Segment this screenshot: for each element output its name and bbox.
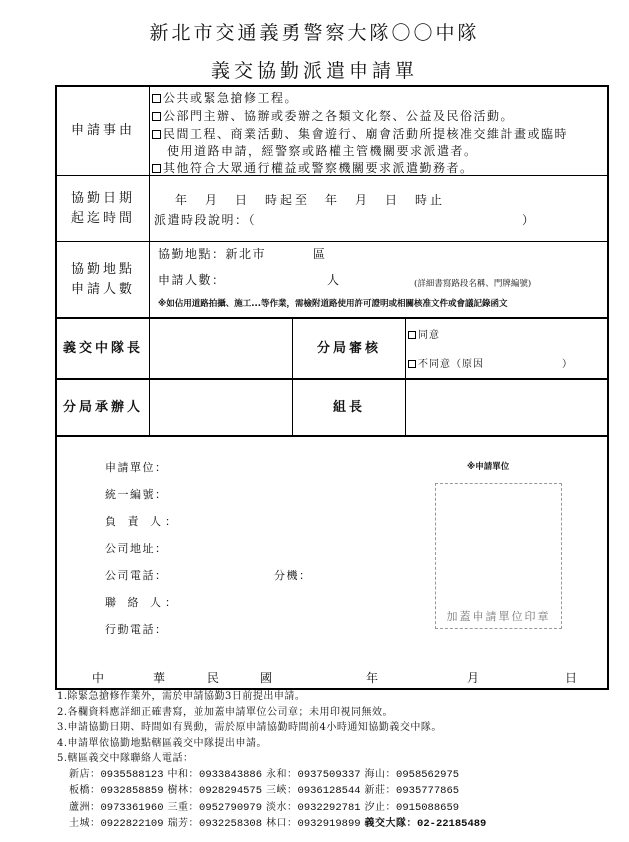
reason-option-2[interactable]: 公部門主辦、協辦或委辦之各類文化祭、公益及民俗活動。	[152, 107, 514, 124]
contact-name: 瑞芳：	[167, 818, 200, 829]
tax-id-label: 統一編號：	[105, 488, 168, 501]
notes-section	[57, 689, 490, 833]
contact-phone: 0952790979	[199, 801, 263, 814]
contact-name: 中和：	[167, 768, 200, 780]
district-input[interactable]	[269, 243, 311, 261]
contact-name: 汐止：	[364, 801, 397, 813]
contact-name: 土城：	[69, 818, 101, 829]
location-label: 協勤地點 申請人數	[70, 261, 135, 297]
contact-entry	[365, 800, 460, 817]
date-char-guo: 國	[260, 671, 274, 685]
period-description-close: ）	[522, 213, 536, 227]
contact-phone: 0933843886	[199, 768, 263, 781]
location-hint: (詳細書寫路段名稱、門牌編號)	[414, 279, 532, 289]
contact-phone: 0932292781	[297, 801, 361, 814]
contact-person-label: 聯 絡 人：	[105, 596, 180, 609]
checkbox[interactable]	[152, 94, 161, 103]
contact-name: 板橋：	[69, 785, 101, 796]
contact-phone: 0958562975	[396, 768, 460, 781]
chief-label: 組長	[332, 399, 365, 415]
contact-phone: 0973361960	[100, 801, 164, 814]
extension-label: 分機：	[274, 569, 312, 582]
reason-option-3[interactable]: 民間工程、商業活動、集會遊行、廟會活動所提核准交維計畫或臨時	[152, 125, 568, 142]
contact-name: 三峽：	[266, 785, 298, 796]
checkbox[interactable]	[408, 331, 416, 339]
precinct-review-label: 分局審核	[316, 340, 381, 356]
contact-entry	[168, 816, 263, 833]
headcount-label: 申請人數：	[158, 273, 226, 287]
contact-phone: 0936128544	[297, 785, 361, 797]
contact-name: 林口：	[266, 818, 298, 829]
organization-title: 新北市交通義勇警察大隊〇〇中隊	[149, 22, 480, 44]
disagree-option[interactable]: 不同意（原因	[408, 355, 484, 370]
note-item: 4.申請單依協勤地點轄區義交中隊提出申請。	[57, 737, 268, 749]
company-phone-label: 公司電話：	[105, 569, 168, 582]
disagree-close: ）	[562, 359, 574, 370]
date-range-field[interactable]: 年 月 日 時起至 年 月 日 時止	[175, 193, 446, 207]
contact-name: 海山：	[364, 768, 397, 780]
note-item: 5.轄區義交中隊聯絡人電話：	[57, 753, 194, 764]
contact-name: 新莊：	[364, 785, 397, 796]
contact-row	[69, 767, 490, 784]
checkbox[interactable]	[152, 130, 161, 139]
contact-entry	[168, 767, 263, 784]
contact-entry	[266, 767, 361, 784]
form-title: 義交協勤派遣申請單	[210, 60, 418, 82]
note-item: 3.申請協勤日期、時間如有異動，需於原申請協勤時間前4小時通知協勤義交中隊。	[57, 722, 442, 733]
contact-entry	[365, 767, 460, 784]
contact-row	[69, 816, 490, 833]
reason-option-1[interactable]: 公共或緊急搶修工程。	[152, 89, 298, 106]
district-suffix: 區	[313, 247, 327, 261]
headcount-unit: 人	[327, 273, 341, 287]
checkbox[interactable]	[408, 360, 416, 368]
contact-name: 三重：	[167, 801, 200, 813]
contact-phone: 0932258308	[199, 818, 263, 830]
contact-entry	[69, 783, 164, 800]
contact-entry	[69, 800, 164, 817]
contact-phone: 0922822109	[100, 818, 164, 830]
contact-name: 義交大隊：	[364, 818, 418, 829]
period-description-label: 派遣時段說明：（	[154, 213, 257, 227]
stamp-box[interactable]	[435, 483, 562, 629]
contact-phone: 0935777865	[396, 785, 460, 797]
contact-entry	[168, 783, 263, 800]
handler-signature-field[interactable]	[150, 380, 292, 435]
reason-option-4[interactable]: 其他符合大眾通行權益或警察機關要求派遣勤務者。	[152, 159, 474, 176]
contact-row	[69, 800, 490, 817]
contact-phone: 02-22185489	[417, 818, 487, 830]
date-year: 年	[366, 671, 380, 685]
captain-label: 義交中隊長	[62, 340, 143, 356]
contact-name: 新店：	[69, 768, 101, 780]
contact-phone: 0915088659	[396, 801, 460, 814]
headcount-input[interactable]	[229, 269, 325, 287]
location-field-label: 協勤地點：新北市	[158, 247, 267, 261]
contact-phone: 0932919899	[297, 818, 361, 830]
road-use-notice: ※如佔用道路拍攝、施工...等作業，需檢附道路使用許可證明或相關核准文件或會議記錄函文	[158, 299, 508, 309]
contact-entry	[266, 783, 361, 800]
applicant-unit-label: 申請單位：	[105, 461, 168, 474]
contact-phone: 0937509337	[297, 768, 361, 781]
agree-option[interactable]: 同意	[408, 326, 440, 341]
stamp-hint: 加蓋申請單位印章	[446, 610, 551, 623]
contact-entry	[266, 800, 361, 817]
contact-phone: 0932858859	[100, 785, 164, 797]
contact-entry	[168, 800, 263, 817]
date-char-zhong: 中	[92, 671, 106, 685]
contact-list	[57, 767, 490, 833]
reason-option-3-continuation: 使用道路申請，經警察或路權主管機關要求派遣者。	[167, 144, 478, 158]
contact-name: 淡水：	[266, 801, 298, 813]
checkbox[interactable]	[152, 164, 161, 173]
handler-label: 分局承辦人	[62, 399, 143, 415]
note-item: 1.除緊急搶修作業外，需於申請協勤3日前提出申請。	[57, 691, 306, 702]
mobile-phone-label: 行動電話：	[105, 623, 168, 636]
date-char-min: 民	[207, 671, 221, 685]
date-month: 月	[467, 671, 481, 685]
contact-name: 蘆洲：	[69, 801, 101, 813]
contact-name: 永和：	[266, 768, 298, 780]
captain-signature-field[interactable]	[150, 319, 292, 378]
date-char-hua: 華	[153, 671, 167, 685]
row-divider	[57, 435, 607, 437]
application-form-table	[55, 85, 609, 690]
contact-entry	[69, 816, 164, 833]
contact-row	[69, 783, 490, 800]
contact-entry	[365, 783, 460, 800]
chief-signature-field[interactable]	[406, 380, 607, 435]
checkbox[interactable]	[152, 112, 161, 121]
contact-entry	[69, 767, 164, 784]
note-item: 2.各欄資料應詳細正確書寫，並加蓋申請單位公司章；未用印視同無效。	[57, 706, 394, 718]
contact-name: 樹林：	[167, 785, 200, 796]
stamp-header: ※申請單位	[467, 462, 510, 472]
schedule-label: 協勤日期 起迄時間	[70, 190, 135, 226]
contact-phone: 0935588123	[100, 768, 164, 781]
responsible-person-label: 負 責 人：	[105, 515, 180, 528]
company-address-label: 公司地址：	[105, 542, 168, 555]
contact-entry	[266, 816, 361, 833]
period-description-input[interactable]	[262, 209, 517, 227]
reason-label: 申請事由	[70, 123, 135, 138]
contact-phone: 0928294575	[199, 785, 263, 797]
date-day: 日	[565, 671, 579, 685]
contact-entry	[365, 816, 487, 833]
